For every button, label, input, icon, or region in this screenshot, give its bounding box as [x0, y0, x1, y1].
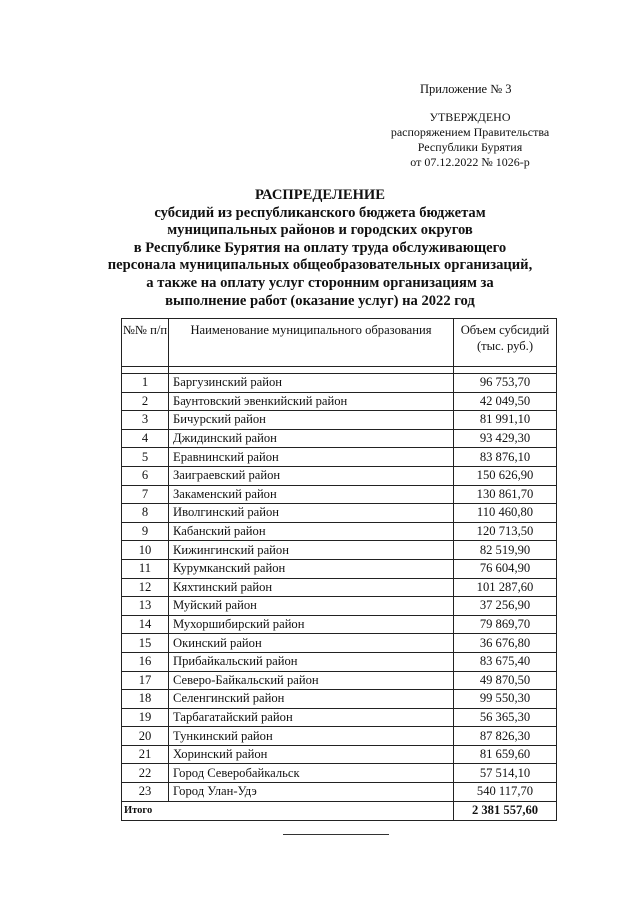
table-row [122, 466, 557, 485]
row-name: Окинский район [169, 634, 454, 653]
row-name: Заиграевский район [169, 466, 454, 485]
row-number: 5 [122, 448, 169, 467]
row-amount: 101 287,60 [454, 578, 557, 597]
table-row [122, 690, 557, 709]
table-row [122, 504, 557, 523]
row-amount: 83 675,40 [454, 652, 557, 671]
row-amount: 57 514,10 [454, 764, 557, 783]
row-amount: 99 550,30 [454, 690, 557, 709]
row-number: 19 [122, 708, 169, 727]
row-number: 7 [122, 485, 169, 504]
approval-line: Республики Бурятия [417, 140, 523, 154]
row-amount: 79 869,70 [454, 615, 557, 634]
row-amount: 37 256,90 [454, 597, 557, 616]
approval-line: распоряжением Правительства [390, 125, 550, 139]
row-name: Бичурский район [169, 411, 454, 430]
row-amount: 93 429,30 [454, 429, 557, 448]
row-amount: 150 626,90 [454, 466, 557, 485]
row-number: 2 [122, 392, 169, 411]
row-name: Джидинский район [169, 429, 454, 448]
row-number: 13 [122, 597, 169, 616]
row-name: Баргузинский район [169, 374, 454, 393]
row-name: Еравнинский район [169, 448, 454, 467]
row-number: 22 [122, 764, 169, 783]
row-name: Селенгинский район [169, 690, 454, 709]
row-amount: 130 861,70 [454, 485, 557, 504]
table-header-row [122, 319, 557, 367]
table-row [122, 485, 557, 504]
row-name: Баунтовский эвенкийский район [169, 392, 454, 411]
subsidy-table [121, 318, 557, 821]
row-number: 12 [122, 578, 169, 597]
row-amount: 76 604,90 [454, 559, 557, 578]
row-name: Тарбагатайский район [169, 708, 454, 727]
row-amount: 83 876,10 [454, 448, 557, 467]
row-number: 16 [122, 652, 169, 671]
bottom-divider [283, 834, 389, 835]
row-number: 4 [122, 429, 169, 448]
table-row [122, 615, 557, 634]
row-amount: 87 826,30 [454, 727, 557, 746]
row-name: Иволгинский район [169, 504, 454, 523]
row-name: Закаменский район [169, 485, 454, 504]
title-line: в Республике Бурятия на оплату труда обслуживающего [133, 239, 507, 256]
table-row [122, 541, 557, 560]
table-row [122, 392, 557, 411]
appendix-label: Приложение № 3 [420, 82, 512, 96]
row-number: 23 [122, 783, 169, 802]
table-row [122, 652, 557, 671]
approval-line: от 07.12.2022 № 1026-р [410, 155, 530, 169]
row-name: Прибайкальский район [169, 652, 454, 671]
row-number: 11 [122, 559, 169, 578]
row-name: Хоринский район [169, 745, 454, 764]
table-row [122, 783, 557, 802]
row-amount: 49 870,50 [454, 671, 557, 690]
table-row [122, 745, 557, 764]
table-row [122, 374, 557, 393]
row-name: Кижингинский район [169, 541, 454, 560]
title-line: а также на оплату услуг сторонним организациям за [146, 274, 494, 291]
row-amount: 42 049,50 [454, 392, 557, 411]
table-row [122, 578, 557, 597]
row-amount: 540 117,70 [454, 783, 557, 802]
row-amount: 81 991,10 [454, 411, 557, 430]
row-amount: 110 460,80 [454, 504, 557, 523]
row-number: 6 [122, 466, 169, 485]
table-row [122, 727, 557, 746]
row-number: 18 [122, 690, 169, 709]
table-row [122, 764, 557, 783]
row-amount: 56 365,30 [454, 708, 557, 727]
row-name: Курумканский район [169, 559, 454, 578]
approval-line: УТВЕРЖДЕНО [429, 110, 511, 124]
row-amount: 82 519,90 [454, 541, 557, 560]
spacer-row [122, 367, 557, 374]
table-row [122, 671, 557, 690]
total-amount: 2 381 557,60 [454, 801, 557, 820]
row-number: 10 [122, 541, 169, 560]
row-number: 15 [122, 634, 169, 653]
title-line: РАСПРЕДЕЛЕНИЕ [254, 187, 386, 203]
row-name: Тункинский район [169, 727, 454, 746]
row-amount: 120 713,50 [454, 522, 557, 541]
approval-block [370, 110, 570, 170]
table-row [122, 597, 557, 616]
row-name: Город Северобайкальск [169, 764, 454, 783]
row-number: 1 [122, 374, 169, 393]
row-amount: 81 659,60 [454, 745, 557, 764]
row-amount: 36 676,80 [454, 634, 557, 653]
row-name: Кяхтинский район [169, 578, 454, 597]
column-header-name: Наименование муниципального образования [169, 319, 454, 367]
row-number: 20 [122, 727, 169, 746]
table-row [122, 634, 557, 653]
row-name: Муйский район [169, 597, 454, 616]
table-row [122, 559, 557, 578]
table-row [122, 429, 557, 448]
row-number: 17 [122, 671, 169, 690]
column-header-number: №№ п/п [122, 319, 169, 367]
row-number: 21 [122, 745, 169, 764]
row-name: Северо-Байкальский район [169, 671, 454, 690]
row-name: Мухоршибирский район [169, 615, 454, 634]
table-body [122, 367, 557, 802]
total-row [122, 801, 557, 820]
total-label: Итого [122, 801, 454, 820]
row-number: 9 [122, 522, 169, 541]
table-row [122, 448, 557, 467]
table-row [122, 522, 557, 541]
title-line: выполнение работ (оказание услуг) на 2022 год [165, 292, 475, 309]
row-number: 3 [122, 411, 169, 430]
row-name: Город Улан-Удэ [169, 783, 454, 802]
row-number: 14 [122, 615, 169, 634]
title-line: персонала муниципальных общеобразовательных организаций, [107, 257, 533, 274]
column-header-amount: Объем субсидий (тыс. руб.) [454, 319, 557, 367]
table-row [122, 411, 557, 430]
row-amount: 96 753,70 [454, 374, 557, 393]
title-line: субсидий из республиканского бюджета бюджетам [154, 204, 486, 221]
row-number: 8 [122, 504, 169, 523]
title-line: муниципальных районов и городских округов [167, 222, 473, 239]
table-row [122, 708, 557, 727]
row-name: Кабанский район [169, 522, 454, 541]
document-title [80, 187, 560, 310]
